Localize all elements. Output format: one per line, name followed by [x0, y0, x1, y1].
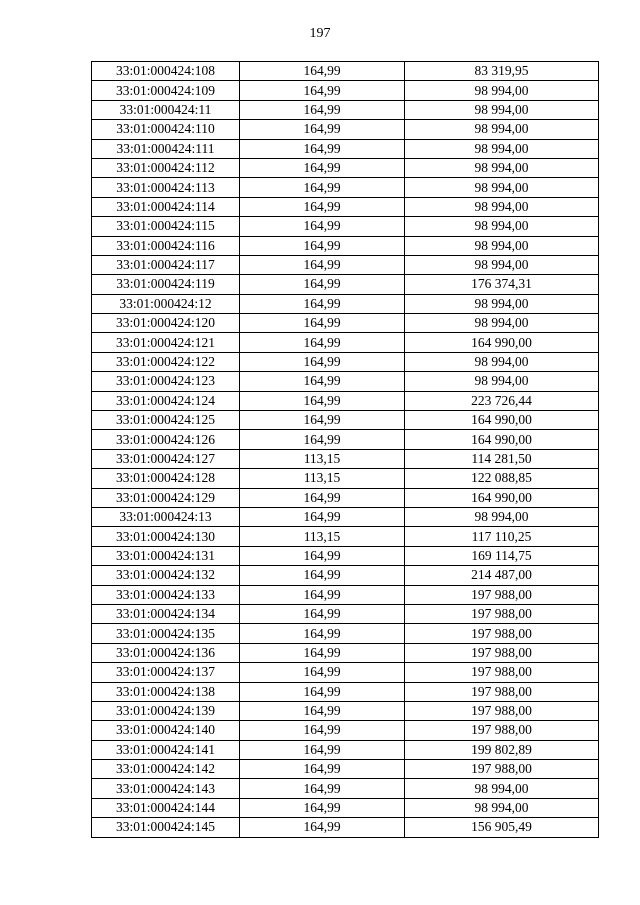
area-cell: 164,99 [240, 81, 405, 100]
table-row [92, 604, 599, 623]
area-cell: 164,99 [240, 546, 405, 565]
area-cell: 164,99 [240, 352, 405, 371]
table-row [92, 81, 599, 100]
value-cell: 199 802,89 [405, 740, 599, 759]
table-row [92, 158, 599, 177]
cadastral-number-cell: 33:01:000424:139 [92, 701, 240, 720]
cadastral-number-cell: 33:01:000424:11 [92, 100, 240, 119]
cadastral-number-cell: 33:01:000424:126 [92, 430, 240, 449]
table-row [92, 624, 599, 643]
table-row [92, 643, 599, 662]
value-cell: 117 110,25 [405, 527, 599, 546]
value-cell: 98 994,00 [405, 352, 599, 371]
cadastral-number-cell: 33:01:000424:135 [92, 624, 240, 643]
cadastral-number-cell: 33:01:000424:138 [92, 682, 240, 701]
table-row [92, 178, 599, 197]
table-row [92, 333, 599, 352]
cadastral-number-cell: 33:01:000424:142 [92, 760, 240, 779]
value-cell: 98 994,00 [405, 294, 599, 313]
area-cell: 164,99 [240, 818, 405, 837]
cadastral-number-cell: 33:01:000424:108 [92, 62, 240, 81]
value-cell: 114 281,50 [405, 449, 599, 468]
value-cell: 98 994,00 [405, 139, 599, 158]
value-cell: 98 994,00 [405, 197, 599, 216]
table-row [92, 197, 599, 216]
cadastral-number-cell: 33:01:000424:116 [92, 236, 240, 255]
cadastral-number-cell: 33:01:000424:123 [92, 372, 240, 391]
table-row [92, 62, 599, 81]
area-cell: 164,99 [240, 779, 405, 798]
area-cell: 113,15 [240, 527, 405, 546]
area-cell: 164,99 [240, 372, 405, 391]
cadastral-number-cell: 33:01:000424:13 [92, 507, 240, 526]
cadastral-number-cell: 33:01:000424:128 [92, 469, 240, 488]
value-cell: 197 988,00 [405, 721, 599, 740]
value-cell: 98 994,00 [405, 236, 599, 255]
cadastral-number-cell: 33:01:000424:112 [92, 158, 240, 177]
cadastral-number-cell: 33:01:000424:140 [92, 721, 240, 740]
area-cell: 164,99 [240, 333, 405, 352]
value-cell: 98 994,00 [405, 217, 599, 236]
value-cell: 164 990,00 [405, 411, 599, 430]
area-cell: 164,99 [240, 663, 405, 682]
cadastral-number-cell: 33:01:000424:137 [92, 663, 240, 682]
table-row [92, 430, 599, 449]
area-cell: 164,99 [240, 120, 405, 139]
area-cell: 164,99 [240, 100, 405, 119]
area-cell: 164,99 [240, 139, 405, 158]
cadastral-number-cell: 33:01:000424:113 [92, 178, 240, 197]
table-row [92, 139, 599, 158]
table-row [92, 314, 599, 333]
cadastral-number-cell: 33:01:000424:131 [92, 546, 240, 565]
table-row [92, 391, 599, 410]
table-row [92, 527, 599, 546]
cadastral-number-cell: 33:01:000424:143 [92, 779, 240, 798]
area-cell: 164,99 [240, 158, 405, 177]
area-cell: 113,15 [240, 469, 405, 488]
table-row [92, 779, 599, 798]
value-cell: 197 988,00 [405, 604, 599, 623]
table-row [92, 740, 599, 759]
cadastral-number-cell: 33:01:000424:117 [92, 255, 240, 274]
table-body [92, 62, 599, 838]
area-cell: 164,99 [240, 391, 405, 410]
area-cell: 164,99 [240, 488, 405, 507]
table-row [92, 585, 599, 604]
area-cell: 164,99 [240, 411, 405, 430]
value-cell: 98 994,00 [405, 81, 599, 100]
area-cell: 164,99 [240, 507, 405, 526]
cadastral-number-cell: 33:01:000424:132 [92, 566, 240, 585]
value-cell: 197 988,00 [405, 624, 599, 643]
area-cell: 164,99 [240, 275, 405, 294]
value-cell: 98 994,00 [405, 507, 599, 526]
cadastral-number-cell: 33:01:000424:122 [92, 352, 240, 371]
cadastral-number-cell: 33:01:000424:144 [92, 798, 240, 817]
value-cell: 122 088,85 [405, 469, 599, 488]
area-cell: 164,99 [240, 314, 405, 333]
table-row [92, 411, 599, 430]
cadastral-number-cell: 33:01:000424:134 [92, 604, 240, 623]
value-cell: 98 994,00 [405, 779, 599, 798]
table-row [92, 294, 599, 313]
area-cell: 164,99 [240, 585, 405, 604]
cadastral-table [91, 61, 599, 838]
value-cell: 197 988,00 [405, 663, 599, 682]
cadastral-number-cell: 33:01:000424:145 [92, 818, 240, 837]
table-row [92, 236, 599, 255]
area-cell: 164,99 [240, 217, 405, 236]
table-row [92, 721, 599, 740]
table-row [92, 663, 599, 682]
value-cell: 98 994,00 [405, 158, 599, 177]
area-cell: 164,99 [240, 255, 405, 274]
cadastral-number-cell: 33:01:000424:125 [92, 411, 240, 430]
table-row [92, 352, 599, 371]
value-cell: 98 994,00 [405, 798, 599, 817]
table-row [92, 701, 599, 720]
table-row [92, 255, 599, 274]
value-cell: 197 988,00 [405, 682, 599, 701]
area-cell: 164,99 [240, 760, 405, 779]
table-row [92, 100, 599, 119]
value-cell: 98 994,00 [405, 178, 599, 197]
area-cell: 164,99 [240, 604, 405, 623]
value-cell: 223 726,44 [405, 391, 599, 410]
value-cell: 164 990,00 [405, 430, 599, 449]
value-cell: 197 988,00 [405, 643, 599, 662]
table-row [92, 469, 599, 488]
area-cell: 164,99 [240, 643, 405, 662]
cadastral-number-cell: 33:01:000424:127 [92, 449, 240, 468]
area-cell: 164,99 [240, 798, 405, 817]
area-cell: 164,99 [240, 624, 405, 643]
table-row [92, 566, 599, 585]
cadastral-number-cell: 33:01:000424:12 [92, 294, 240, 313]
value-cell: 98 994,00 [405, 255, 599, 274]
cadastral-number-cell: 33:01:000424:119 [92, 275, 240, 294]
page-number: 197 [309, 26, 331, 41]
value-cell: 214 487,00 [405, 566, 599, 585]
table-row [92, 488, 599, 507]
table-row [92, 120, 599, 139]
area-cell: 164,99 [240, 701, 405, 720]
cadastral-number-cell: 33:01:000424:141 [92, 740, 240, 759]
value-cell: 98 994,00 [405, 100, 599, 119]
area-cell: 164,99 [240, 197, 405, 216]
value-cell: 197 988,00 [405, 701, 599, 720]
cadastral-number-cell: 33:01:000424:136 [92, 643, 240, 662]
table-row [92, 217, 599, 236]
value-cell: 98 994,00 [405, 120, 599, 139]
table-row [92, 818, 599, 837]
table-row [92, 275, 599, 294]
value-cell: 164 990,00 [405, 488, 599, 507]
cadastral-number-cell: 33:01:000424:121 [92, 333, 240, 352]
area-cell: 113,15 [240, 449, 405, 468]
cadastral-number-cell: 33:01:000424:129 [92, 488, 240, 507]
area-cell: 164,99 [240, 294, 405, 313]
area-cell: 164,99 [240, 62, 405, 81]
table-row [92, 682, 599, 701]
cadastral-number-cell: 33:01:000424:109 [92, 81, 240, 100]
area-cell: 164,99 [240, 740, 405, 759]
area-cell: 164,99 [240, 430, 405, 449]
cadastral-number-cell: 33:01:000424:120 [92, 314, 240, 333]
table-row [92, 449, 599, 468]
value-cell: 176 374,31 [405, 275, 599, 294]
area-cell: 164,99 [240, 178, 405, 197]
cadastral-number-cell: 33:01:000424:133 [92, 585, 240, 604]
value-cell: 169 114,75 [405, 546, 599, 565]
cadastral-number-cell: 33:01:000424:124 [92, 391, 240, 410]
table-row [92, 760, 599, 779]
table-row [92, 372, 599, 391]
area-cell: 164,99 [240, 236, 405, 255]
cadastral-number-cell: 33:01:000424:130 [92, 527, 240, 546]
table-row [92, 507, 599, 526]
value-cell: 98 994,00 [405, 314, 599, 333]
value-cell: 98 994,00 [405, 372, 599, 391]
table-row [92, 546, 599, 565]
value-cell: 83 319,95 [405, 62, 599, 81]
cadastral-number-cell: 33:01:000424:111 [92, 139, 240, 158]
table-row [92, 798, 599, 817]
cadastral-number-cell: 33:01:000424:115 [92, 217, 240, 236]
value-cell: 197 988,00 [405, 585, 599, 604]
value-cell: 164 990,00 [405, 333, 599, 352]
value-cell: 156 905,49 [405, 818, 599, 837]
area-cell: 164,99 [240, 721, 405, 740]
cadastral-number-cell: 33:01:000424:110 [92, 120, 240, 139]
cadastral-number-cell: 33:01:000424:114 [92, 197, 240, 216]
value-cell: 197 988,00 [405, 760, 599, 779]
area-cell: 164,99 [240, 682, 405, 701]
area-cell: 164,99 [240, 566, 405, 585]
